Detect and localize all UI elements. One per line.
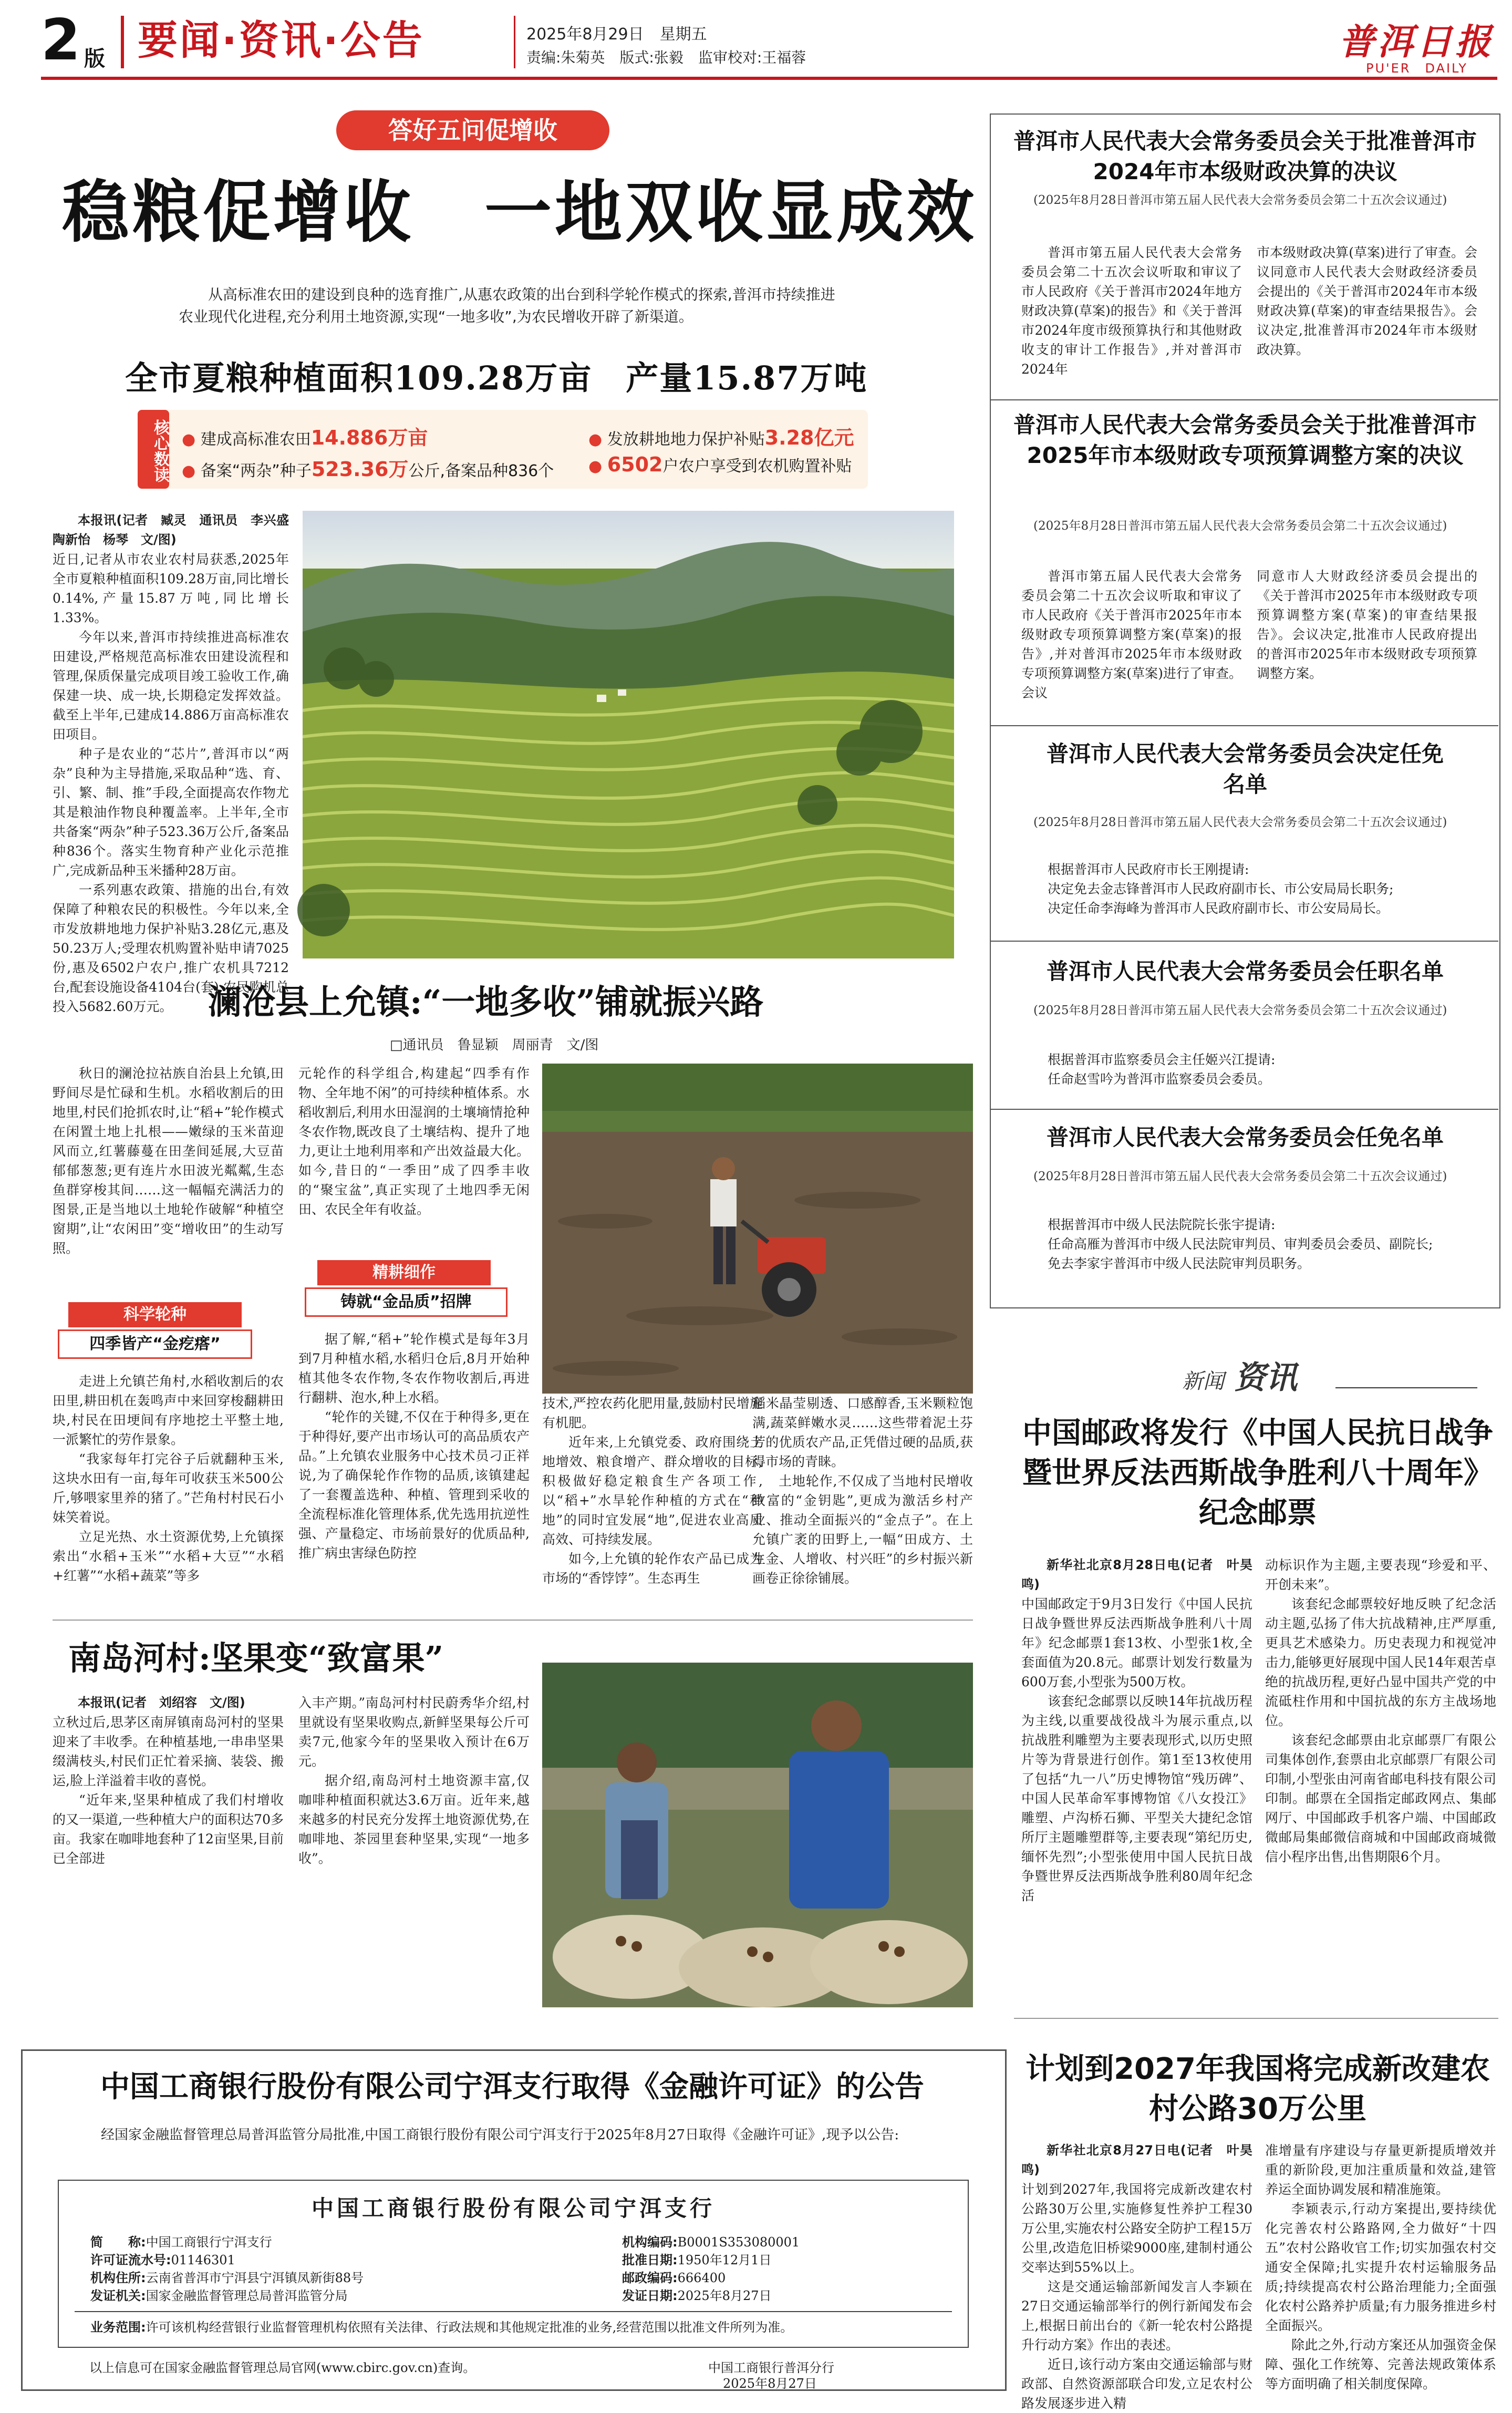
decision-divider — [990, 1109, 1498, 1110]
roads-byline: 新华社北京8月27日电(记者 叶昊鸣) — [1021, 2143, 1252, 2177]
stamp-bottom-rule — [1014, 2018, 1498, 2019]
story3-byline: 本报讯(记者 刘绍容 文/图) — [78, 1695, 245, 1710]
story2-para: 据了解,“稻+”轮作模式是每年3月到7月种植水稻,水稻归仓后,8月开始种植其他冬农作物,冬农作物收割后,再进行翻耕、泡水,种上水稻。 — [298, 1332, 530, 1405]
decision-para: 市本级财政决算(草案)进行了审查。会议同意市人民代表大会财政经济委员会提出的《关于普洱市2024年市本级财政决算(草案)的审查结果报告》。会议决定,批准普洱市2024年市本级财政决算。 — [1257, 245, 1477, 357]
appointment-line: 决定任命李海峰为普洱市人民政府副市长、市公安局局长。 — [1048, 901, 1390, 916]
appointment-line: 决定免去金志锋普洱市人民政府副市长、市公安局局长职务; — [1048, 881, 1394, 896]
license-field: 发证机关:国家金融监督管理总局普洱监管分局 — [90, 2288, 348, 2303]
core-fact-2 — [182, 453, 554, 482]
icbc-license-box — [58, 2180, 969, 2348]
decision-2-note: (2025年8月28日普洱市第五届人民代表大会常务委员会第二十五次会议通过) — [1033, 519, 1447, 533]
fact-number: 523.36万 — [311, 458, 409, 481]
decision-2-col1 — [1021, 566, 1242, 724]
masthead — [0, 0, 1512, 74]
story1-subhead: 全市夏粮种植面积109.28万亩 产量15.87万吨 — [125, 359, 868, 397]
lead-headline: 稳粮促增收 一地双收显成效 — [62, 173, 978, 252]
fact-text: 公斤,备案品种836个 — [408, 462, 554, 480]
tag-scientific-rotation: 科学轮种 — [68, 1302, 242, 1327]
story1-para: 今年以来,普洱市持续推进高标准农田建设,严格规范高标准农田建设流程和管理,保质保量完成项目竣工验收工作,确保建一块、成一块,长期稳定发挥效益。截至上半年,已建成14.886万亩高标准农田项目。 — [53, 630, 289, 742]
terraced-fields-photo — [303, 511, 954, 958]
story1-text — [53, 511, 302, 1014]
decision-1-col1 — [1021, 243, 1242, 400]
appointment-3-title: 普洱市人民代表大会常务委员会任免名单 — [1046, 1125, 1444, 1150]
fact-bullet-icon: ● — [588, 457, 603, 476]
decision-para: 同意市人大财政经济委员会提出的《关于普洱市2025年市本级财政专项预算调整方案(草案)的审查结果报告》。会议决定,批准市人民政府提出的普洱市2025年市本级财政专项预算调整方案。 — [1257, 569, 1477, 681]
stamp-col2 — [1265, 1555, 1496, 2007]
story2-col4 — [752, 1394, 973, 1603]
story2-para: 秋日的澜沧拉祜族自治县上允镇,田野间尽是忙碌和生机。水稻收割后的田地里,村民们抢抓农时,让“稻+”轮作模式在闲置土地上扎根——嫩绿的玉米苗迎风而立,红薯藤蔓在田垄间延展,大豆苗郁郁葱葱;更有连片水田波光粼粼,生态鱼群穿梭其间……这一幅幅充满活力的图景,正是当地以土地轮作破解“种植空窗期”,让“农闲田”变“增收田”的生动写照。 — [53, 1066, 284, 1256]
decision-1-col2 — [1257, 243, 1477, 400]
license-field: 批准日期:1950年12月1日 — [622, 2253, 772, 2267]
appointment-line: 根据普洱市监察委员会主任姬兴江提请: — [1048, 1052, 1276, 1067]
story1-byline: 本报讯(记者 臧灵 通讯员 李兴盛 陶新怡 杨琴 文/图) — [53, 513, 302, 547]
story2-headline: 澜沧县上允镇:“一地多收”铺就振兴路 — [208, 983, 764, 1022]
fact-number: 6502 — [607, 453, 663, 476]
nut-purchase-illustration — [542, 1663, 973, 2007]
license-scope — [90, 2318, 952, 2336]
fact-bullet-icon: ● — [182, 430, 196, 449]
roads-para: 李颖表示,行动方案提出,要持续优化完善农村公路路网,全力做好“十四五”农村公路收官工作;切实加强农村交通安全保障;扎实提升农村运输服务品质;持续提高农村公路治理能力;全面强化农村公路养护质量;有力服务推进乡村全面振兴。 — [1265, 2201, 1496, 2333]
fact-bullet-icon: ● — [588, 430, 603, 449]
plowing-illustration — [542, 1064, 973, 1394]
story3-para: 立秋过后,思茅区南屏镇南岛河村的坚果迎来了丰收季。在种植基地,一串串坚果缀满枝头,村民们正忙着采摘、装袋、搬运,脸上洋溢着丰收的喜悦。 — [53, 1715, 284, 1788]
license-scope-text: 许可该机构经营银行业监督管理机构依照有关法律、行政法规和其他规定批准的业务,经营范围以批准文件所列为准。 — [146, 2320, 793, 2335]
roads-col2 — [1265, 2141, 1496, 2391]
icbc-notice-footer: 以上信息可在国家金融监督管理总局官网(www.cbirc.gov.cn)查询。 — [89, 2360, 476, 2375]
section-title: 要闻·资讯·公告 — [138, 17, 424, 64]
core-fact-3 — [588, 421, 854, 450]
story2-col2 — [298, 1064, 530, 1263]
story3-col2 — [298, 1693, 530, 2008]
story3-headline: 南岛河村:坚果变“致富果” — [68, 1639, 444, 1677]
stamp-para: 中国邮政定于9月3日发行《中国人民抗日战争暨世界反法西斯战争胜利八十周年》纪念邮票1套13枚、小型张1枚,全套面值为20.8元。邮票计划发行数量为600万套,小型张为500万枚。 — [1021, 1596, 1252, 1689]
roads-para: 除此之外,行动方案还从加强资金保障、强化工作统筹、完善法规政策体系等方面明确了相关制度保障。 — [1265, 2337, 1496, 2391]
license-field: 发证日期:2025年8月27日 — [622, 2288, 772, 2303]
fact-text: 备案“两杂”种子 — [200, 462, 312, 480]
story3-para: 据介绍,南岛河村土地资源丰富,仅咖啡种植面积就达3.6万亩。近年来,越来越多的村民充分发挥土地资源优势,在咖啡地、茶园里套种坚果,实现“一地多收”。 — [298, 1773, 530, 1866]
masthead-divider — [121, 16, 124, 68]
appointment-2-note: (2025年8月28日普洱市第五届人民代表大会常务委员会第二十五次会议通过) — [1033, 1004, 1447, 1017]
license-scope-label: 业务范围: — [90, 2320, 146, 2335]
decision-2-title: 普洱市人民代表大会常务委员会关于批准普洱市2025年市本级财政专项预算调整方案的决议 — [1013, 412, 1477, 468]
story2-para: 元轮作的科学组合,构建起“四季有作物、全年地不闲”的可持续种植体系。水稻收割后,利用水田湿润的土壤墒情抢种冬农作物,既改良了土壤结构、提升了地力,更让土地利用率和产出效益最大化。如今,昔日的“一季田”成了四季丰收的“聚宝盆”,真正实现了土地四季无闲田、农民全年有收益。 — [298, 1066, 530, 1217]
masthead-rule — [41, 77, 1497, 80]
appointment-1-title: 普洱市人民代表大会常务委员会决定任免名单 — [1046, 741, 1444, 797]
story1-para: 近日,记者从市农业农村局获悉,2025年全市夏粮种植面积109.28万亩,同比增长0.14%,产量15.87万吨,同比增长1.33%。 — [53, 552, 289, 625]
appointment-line: 任命高雁为普洱市中级人民法院审判员、审判委员会委员、副院长; — [1048, 1236, 1433, 1252]
appointment-line: 免去李家宇普洱市中级人民法院审判员职务。 — [1048, 1256, 1311, 1271]
license-field: 许可证流水号:01146301 — [90, 2253, 235, 2267]
license-field: 简 称:中国工商银行宁洱支行 — [90, 2235, 272, 2250]
decision-divider — [990, 941, 1498, 942]
story2-col3 — [542, 1394, 763, 1603]
decision-2-col2 — [1257, 566, 1477, 724]
appointment-2-title: 普洱市人民代表大会常务委员会任职名单 — [1046, 958, 1444, 984]
story2-col2b — [298, 1329, 530, 1603]
roads-para: 这是交通运输部新闻发言人李颖在27日交通运输部举行的例行新闻发布会上,根据日前出台的《新一轮农村公路提升行动方案》作出的表述。 — [1021, 2279, 1252, 2353]
roads-para: 计划到2027年,我国将完成新改建农村公路30万公里,实施修复性养护工程30万公里,实施农村公路安全防护工程15万公里,改造危旧桥梁9000座,建制村通公交率达到55%以上。 — [1021, 2182, 1252, 2275]
decision-divider — [990, 399, 1498, 400]
story2-para: “轮作的关键,不仅在于种得多,更在于种得好,要产出市场认可的高品质农产品。”上允镇农业服务中心技术员刁正祥说,为了确保轮作作物的品质,该镇建起了一套覆盖选种、种植、管理到采收的全流程标准化管理体系,优先选用抗逆性强、产量稳定、市场前景好的优质品种,推广病虫害绿色防控 — [298, 1409, 530, 1561]
appointment-3-body — [1021, 1215, 1478, 1278]
lead-intro: 从高标准农田的建设到良种的选育推广,从惠农政策的出台到科学轮作模式的探索,普洱市持续推进农业现代化进程,充分利用土地资源,实现“一地多收”,为农民增收开辟了新渠道。 — [179, 286, 835, 325]
tag-scientific-rotation-sub: 四季皆产“金疙瘩” — [58, 1329, 252, 1359]
date-line: 2025年8月29日 星期五 — [526, 25, 707, 44]
fact-number: 3.28亿元 — [764, 426, 854, 449]
icbc-notice-title: 中国工商银行股份有限公司宁洱支行取得《金融许可证》的公告 — [100, 2069, 924, 2104]
story2-byline: □通讯员 鲁显颖 周丽青 文/图 — [390, 1037, 599, 1053]
news-brand-label: 新闻 — [1182, 1369, 1224, 1394]
icbc-sign-org: 中国工商银行普洱分行 — [708, 2360, 834, 2375]
news-brand-mark: 资讯 — [1234, 1359, 1298, 1396]
core-data-label: 核心数读 — [138, 410, 169, 489]
story2-para: 土地轮作,不仅成了当地村民增收致富的“金钥匙”,更成为激活乡村产业、推动全面振兴的“金点子”。在上允镇广袤的田野上,一幅“田成方、土生金、人增收、村兴旺”的乡村振兴新画卷正徐徐铺展。 — [752, 1473, 973, 1586]
story2-para: 走进上允镇芒角村,水稻收割后的农田里,耕田机在轰鸣声中来回穿梭翻耕田块,村民在田埂间有序地挖土平整土地,一派繁忙的劳作景象。 — [53, 1374, 284, 1447]
license-field: 机构住所:云南省普洱市宁洱县宁洱镇凤新街88号 — [90, 2271, 364, 2285]
fact-text: 建成高标准农田 — [200, 430, 311, 449]
story2-para: 立足光热、水土资源优势,上允镇探索出“水稻+玉米”“水稻+大豆”“水稻+红薯”“水稻+蔬菜”等多 — [53, 1529, 284, 1583]
nut-sacks — [553, 1915, 968, 2007]
stamp-para: 该套纪念邮票由北京邮票厂有限公司集体创作,套票由北京邮票厂有限公司印制,小型张由河南省邮电科技有限公司印制。邮票在全国指定邮政网点、集邮网厅、中国邮政手机客户端、中国邮政微邮局集邮微信商城和中国邮政商城微信小程序出售,出售期限6个月。 — [1265, 1733, 1496, 1864]
stamp-col1 — [1021, 1555, 1252, 2007]
masthead-divider-2 — [514, 16, 515, 68]
page-number-suffix: 版 — [84, 47, 105, 71]
stamp-byline: 新华社北京8月28日电(记者 叶昊鸣) — [1021, 1558, 1252, 1592]
tag-fine-farming: 精耕细作 — [317, 1260, 491, 1285]
story1-para: 种子是农业的“芯片”,普洱市以“两杂”良种为主导措施,采取品种“选、育、引、繁、制、推”手段,全面提高农作物尤其是粮油作物良种覆盖率。上半年,全市共备案“两杂”种子523.36万公斤,备案品种836个。落实生物育种产业化示范推广,完成新品种玉米播种28万亩。 — [53, 746, 289, 878]
nut-purchase-photo — [542, 1663, 973, 2007]
story3-para: 入丰产期。”南岛河村村民蔚秀华介绍,村里就设有坚果收购点,新鲜坚果每公斤可卖7元,他家今年的坚果收入预计在6万元。 — [298, 1695, 530, 1769]
story2-bottom-rule — [53, 1620, 973, 1621]
roads-para: 近日,该行动方案由交通运输部与财政部、自然资源部联合印发,立足农村公路发展逐步进入精 — [1021, 2357, 1252, 2411]
core-data-box — [138, 410, 868, 489]
stamp-headline: 中国邮政将发行《中国人民抗日战争暨世界反法西斯战争胜利八十周年》纪念邮票 — [1022, 1416, 1493, 1530]
decision-1-title: 普洱市人民代表大会常务委员会关于批准普洱市2024年市本级财政决算的决议 — [1013, 128, 1477, 184]
page-number: 2 — [41, 7, 81, 73]
appointment-line: 根据普洱市人民政府市长王刚提请: — [1048, 862, 1249, 877]
icbc-notice-body: 经国家金融监督管理总局普洱监管分局批准,中国工商银行股份有限公司宁洱支行于2025年8月27日取得《金融许可证》,现予以公告: — [101, 2127, 899, 2143]
license-fields-left — [90, 2233, 595, 2305]
license-field: 邮政编码:666400 — [622, 2271, 726, 2285]
stamp-para: 动标识作为主题,主要表现“珍爱和平、开创未来”。 — [1265, 1558, 1496, 1592]
fact-text: 户农户享受到农机购置补贴 — [662, 457, 852, 476]
license-fields-right — [622, 2233, 958, 2305]
story2-para: 技术,严控农药化肥用量,鼓励村民增施有机肥。 — [542, 1396, 763, 1430]
plowing-photo — [542, 1064, 973, 1394]
story3-para: “近年来,坚果种植成了我们村增收的又一渠道,一些种植大户的面积达70多亩。我家在咖啡地套种了12亩坚果,目前已全部进 — [53, 1792, 284, 1866]
terraced-fields-illustration — [303, 511, 954, 958]
icbc-sign-date: 2025年8月27日 — [723, 2376, 817, 2391]
paper-logo: 普洱日报 — [1339, 21, 1495, 63]
appointment-1-body — [1021, 860, 1478, 923]
lead-banner: 答好五问促增收 — [336, 110, 609, 150]
roads-para: 准增量有序建设与存量更新提质增效并重的新阶段,更加注重质量和效益,建管养运全面协调发展和精准施策。 — [1265, 2143, 1496, 2197]
fact-number: 14.886万亩 — [310, 426, 428, 449]
appointment-3-note: (2025年8月28日普洱市第五届人民代表大会常务委员会第二十五次会议通过) — [1033, 1170, 1447, 1183]
roads-col1 — [1021, 2141, 1252, 2411]
appointment-1-note: (2025年8月28日普洱市第五届人民代表大会常务委员会第二十五次会议通过) — [1033, 816, 1447, 829]
fact-text: 发放耕地地力保护补贴 — [607, 430, 765, 449]
story2-col1 — [53, 1064, 284, 1290]
license-box-divider — [75, 2311, 952, 2312]
news-brand-rule — [1335, 1387, 1477, 1388]
decision-para: 普洱市第五届人民代表大会常务委员会第二十五次会议听取和审议了市人民政府《关于普洱市2024年地方财政决算(草案)的报告》和《关于普洱市2024年度市级预算执行和其他财政收支的审计工作报告》,并对普洱市2024年 — [1021, 245, 1242, 377]
story2-para: 近年来,上允镇党委、政府围绕土地增效、粮食增产、群众增收的目标,积极做好稳定粮食生产各项工作,以“稻+”水旱轮作种植的方式在“种地”的同时宜发展“地”,促进农业高质高效、可持续发展。 — [542, 1435, 763, 1547]
stamp-para: 该套纪念邮票较好地反映了纪念活动主题,弘扬了伟大抗战精神,庄严厚重,更具艺术感染力。历史表现力和视觉冲击力,能够更好展现中国人民14年艰苦卓绝的抗战历程,更好凸显中国共产党的中流砥柱作用和中国抗战的东方主战场地位。 — [1265, 1596, 1496, 1728]
paper-pinyin: PU'ER DAILY — [1366, 61, 1468, 76]
story2-para: 稻米晶莹剔透、口感醇香,玉米颗粒饱满,蔬菜鲜嫩水灵……这些带着泥土芬芳的优质农产品,正凭借过硬的品质,获得市场的青睐。 — [752, 1396, 973, 1469]
news-brand — [1182, 1353, 1297, 1398]
tag-fine-farming-sub: 铸就“金品质”招牌 — [305, 1287, 508, 1317]
story1-para: 一系列惠农政策、措施的出台,有效保障了种粮农民的积极性。今年以来,全市发放耕地地力保护补贴3.28亿元,惠及50.23万人;受理农机购置补贴申请7025份,惠及6502户农户,推广农机具7212台,配套设施设备4104台(套),农民购机总投入5682.60万元。 — [53, 882, 289, 1014]
editors-line: 责编:朱菊英 版式:张毅 监审校对:王福蓉 — [526, 49, 806, 66]
decision-divider — [990, 725, 1498, 726]
core-fact-4 — [588, 453, 852, 476]
decision-para: 普洱市第五届人民代表大会常务委员会第二十五次会议听取和审议了市人民政府《关于普洱市2025年市本级财政专项预算调整方案(草案)的报告》,并对普洱市2025年市本级财政专项预算调整方案(草案)进行了审查。会议 — [1021, 569, 1242, 700]
core-fact-1 — [182, 421, 428, 450]
roads-headline: 计划到2027年我国将完成新改建农村公路30万公里 — [1026, 2052, 1490, 2126]
story2-col1b — [53, 1372, 284, 1603]
appointment-line: 任命赵雪吟为普洱市监察委员会委员。 — [1048, 1071, 1271, 1087]
story2-para: “我家每年打完谷子后就翻种玉米,这块水田有一亩,每年可收获玉米500公斤,够喂家里养的猪了。”芒角村村民石小妹笑着说。 — [53, 1451, 284, 1525]
license-field: 机构编码:B0001S353080001 — [622, 2235, 800, 2250]
fact-bullet-icon: ● — [182, 462, 196, 480]
stamp-para: 该套纪念邮票以反映14年抗战历程为主线,以重要战役战斗为展示重点,以抗战胜利雕塑为主要表现形式,以历史照片等为背景进行创作。第1至13枚使用了包括“九一八”历史博物馆“残历碑”、中国人民革命军事博物馆《八女投江》雕塑、卢沟桥石狮、平型关大捷纪念馆所厅主题雕塑群等,主要表现“第纪历史,缅怀先烈”;小型张使用中国人民抗日战争暨世界反法西斯战争胜利80周年纪念活 — [1021, 1694, 1252, 1903]
story2-para: 如今,上允镇的轮作农产品已成为市场的“香饽饽”。生态再生 — [542, 1551, 763, 1586]
license-box-title: 中国工商银行股份有限公司宁洱支行 — [311, 2195, 715, 2221]
appointment-2-body — [1021, 1050, 1478, 1092]
appointment-line: 根据普洱市中级人民法院院长张宇提请: — [1048, 1217, 1276, 1232]
story3-col1 — [53, 1693, 284, 2008]
decision-1-note: (2025年8月28日普洱市第五届人民代表大会常务委员会第二十五次会议通过) — [1033, 193, 1447, 207]
